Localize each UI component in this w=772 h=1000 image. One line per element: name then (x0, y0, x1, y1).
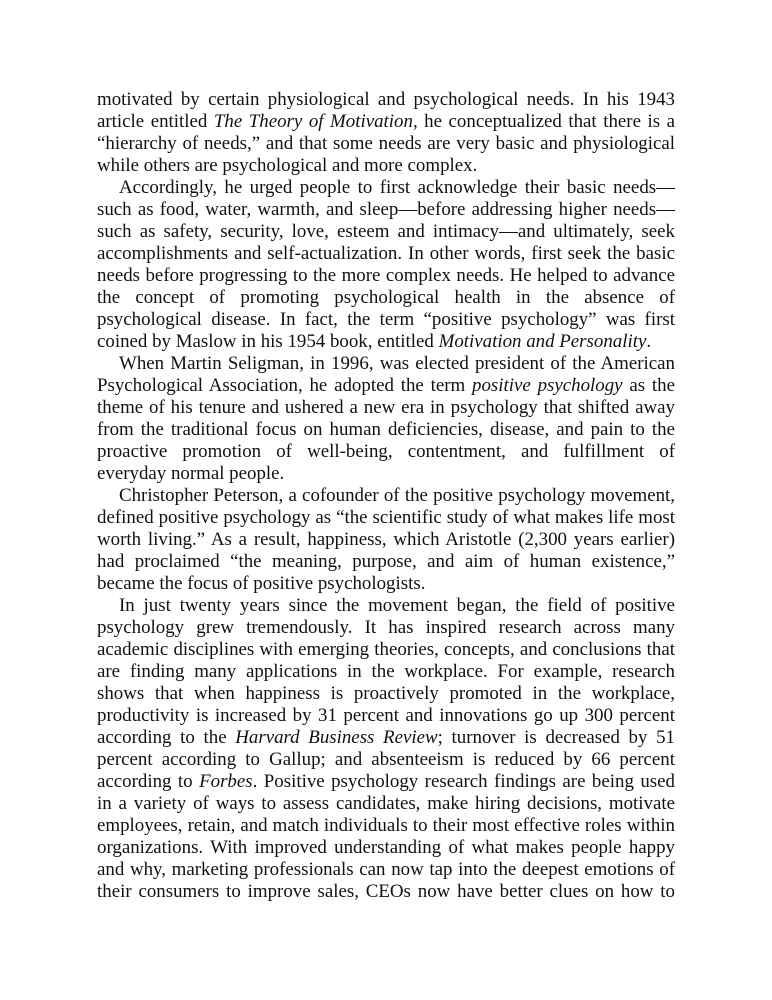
text-run: worth living.” As a result, happiness, which Aristotle (2,300 years earlier) (97, 529, 675, 550)
text-run: and why, marketing professionals can now tap into the deepest emotions of (97, 859, 675, 880)
text-run: In just twenty years since the movement began, the field of positive (119, 595, 675, 616)
text-run: as the (622, 375, 675, 396)
text-run: are finding many applications in the workplace. For example, research (97, 661, 675, 682)
text-run: percent according to Gallup; and absenteeism is reduced by 66 percent (97, 749, 675, 770)
text-line (97, 793, 675, 815)
text-line (97, 639, 675, 661)
text-run: defined positive psychology as “the scientific study of what makes life most (97, 507, 675, 528)
text-run: such as safety, security, love, esteem and intimacy—and ultimately, seek (97, 221, 675, 242)
text-line (97, 771, 675, 793)
text-run: . (646, 331, 652, 352)
text-line (97, 595, 675, 617)
text-run: Accordingly, he urged people to first acknowledge their basic needs— (119, 177, 675, 198)
text-line (97, 441, 675, 463)
text-line (97, 331, 675, 353)
text-line (97, 287, 675, 309)
text-line (97, 353, 675, 375)
text-run: while others are psychological and more complex. (97, 155, 478, 176)
text-run: article entitled (97, 111, 214, 132)
text-line (97, 551, 675, 573)
text-run: productivity is increased by 31 percent and innovations go up 300 percent (97, 705, 675, 726)
text-line (97, 507, 675, 529)
text-run: their consumers to improve sales, CEOs now have better clues on how to (97, 881, 675, 902)
text-line (97, 221, 675, 243)
text-line (97, 661, 675, 683)
text-line (97, 265, 675, 287)
text-run: employees, retain, and match individuals to their most effective roles within (97, 815, 675, 836)
text-run: Christopher Peterson, a cofounder of the positive psychology movement, (119, 485, 675, 506)
text-run: theme of his tenure and ushered a new era in psychology that shifted away (97, 397, 675, 418)
text-run: became the focus of positive psychologists. (97, 573, 426, 594)
text-line (97, 683, 675, 705)
text-line (97, 89, 675, 111)
text-run: in a variety of ways to assess candidates, make hiring decisions, motivate (97, 793, 675, 814)
italic-text: Harvard Business Review (235, 727, 438, 748)
text-run: such as food, water, warmth, and sleep—before addressing higher needs— (97, 199, 675, 220)
text-run: had proclaimed “the meaning, purpose, and aim of human existence,” (97, 551, 675, 572)
text-line (97, 529, 675, 551)
text-line (97, 815, 675, 837)
text-run: Psychological Association, he adopted the term (97, 375, 473, 396)
text-run: according to the (97, 727, 236, 748)
text-run: proactive promotion of well-being, contentment, and fulfillment of (97, 441, 675, 462)
text-line (97, 485, 675, 507)
body-text (97, 89, 675, 903)
text-run: psychology grew tremendously. It has inspired research across many (97, 617, 675, 638)
text-line (97, 617, 675, 639)
text-line (97, 177, 675, 199)
text-line (97, 133, 675, 155)
text-line (97, 243, 675, 265)
italic-text: The Theory of Motivation (213, 111, 413, 132)
text-run: When Martin Seligman, in 1996, was elected president of the American (119, 353, 675, 374)
text-line (97, 881, 675, 903)
text-line (97, 309, 675, 331)
text-run: ; turnover is decreased by 51 (437, 727, 676, 748)
text-line (97, 375, 675, 397)
text-run: , he conceptualized that there is a (412, 111, 675, 132)
text-run: from the traditional focus on human deficiencies, disease, and pain to the (97, 419, 675, 440)
text-line (97, 397, 675, 419)
text-run: . Positive psychology research findings are being used (252, 771, 675, 792)
text-run: needs before progressing to the more complex needs. He helped to advance (97, 265, 675, 286)
text-line (97, 463, 675, 485)
text-line (97, 727, 675, 749)
text-run: according to (97, 771, 200, 792)
text-run: accomplishments and self-actualization. In other words, first seek the basic (97, 243, 675, 264)
text-run: academic disciplines with emerging theories, concepts, and conclusions that (97, 639, 675, 660)
text-run: organizations. With improved understanding of what makes people happy (97, 837, 675, 858)
text-run: the concept of promoting psychological health in the absence of (97, 287, 675, 308)
text-run: shows that when happiness is proactively promoted in the workplace, (97, 683, 675, 704)
text-line (97, 749, 675, 771)
text-run: everyday normal people. (97, 463, 285, 484)
text-run: coined by Maslow in his 1954 book, entitled (97, 331, 439, 352)
text-run: “hierarchy of needs,” and that some needs are very basic and physiological (97, 133, 675, 154)
text-line (97, 837, 675, 859)
text-line (97, 859, 675, 881)
italic-text: Motivation and Personality (438, 331, 647, 352)
text-line (97, 419, 675, 441)
text-line (97, 111, 675, 133)
text-line (97, 705, 675, 727)
text-line (97, 199, 675, 221)
text-line (97, 155, 675, 177)
text-run: motivated by certain physiological and psychological needs. In his 1943 (97, 89, 675, 110)
text-line (97, 573, 675, 595)
text-run: psychological disease. In fact, the term “positive psychology” was first (97, 309, 675, 330)
italic-text: positive psychology (472, 375, 623, 396)
italic-text: Forbes (199, 771, 253, 792)
